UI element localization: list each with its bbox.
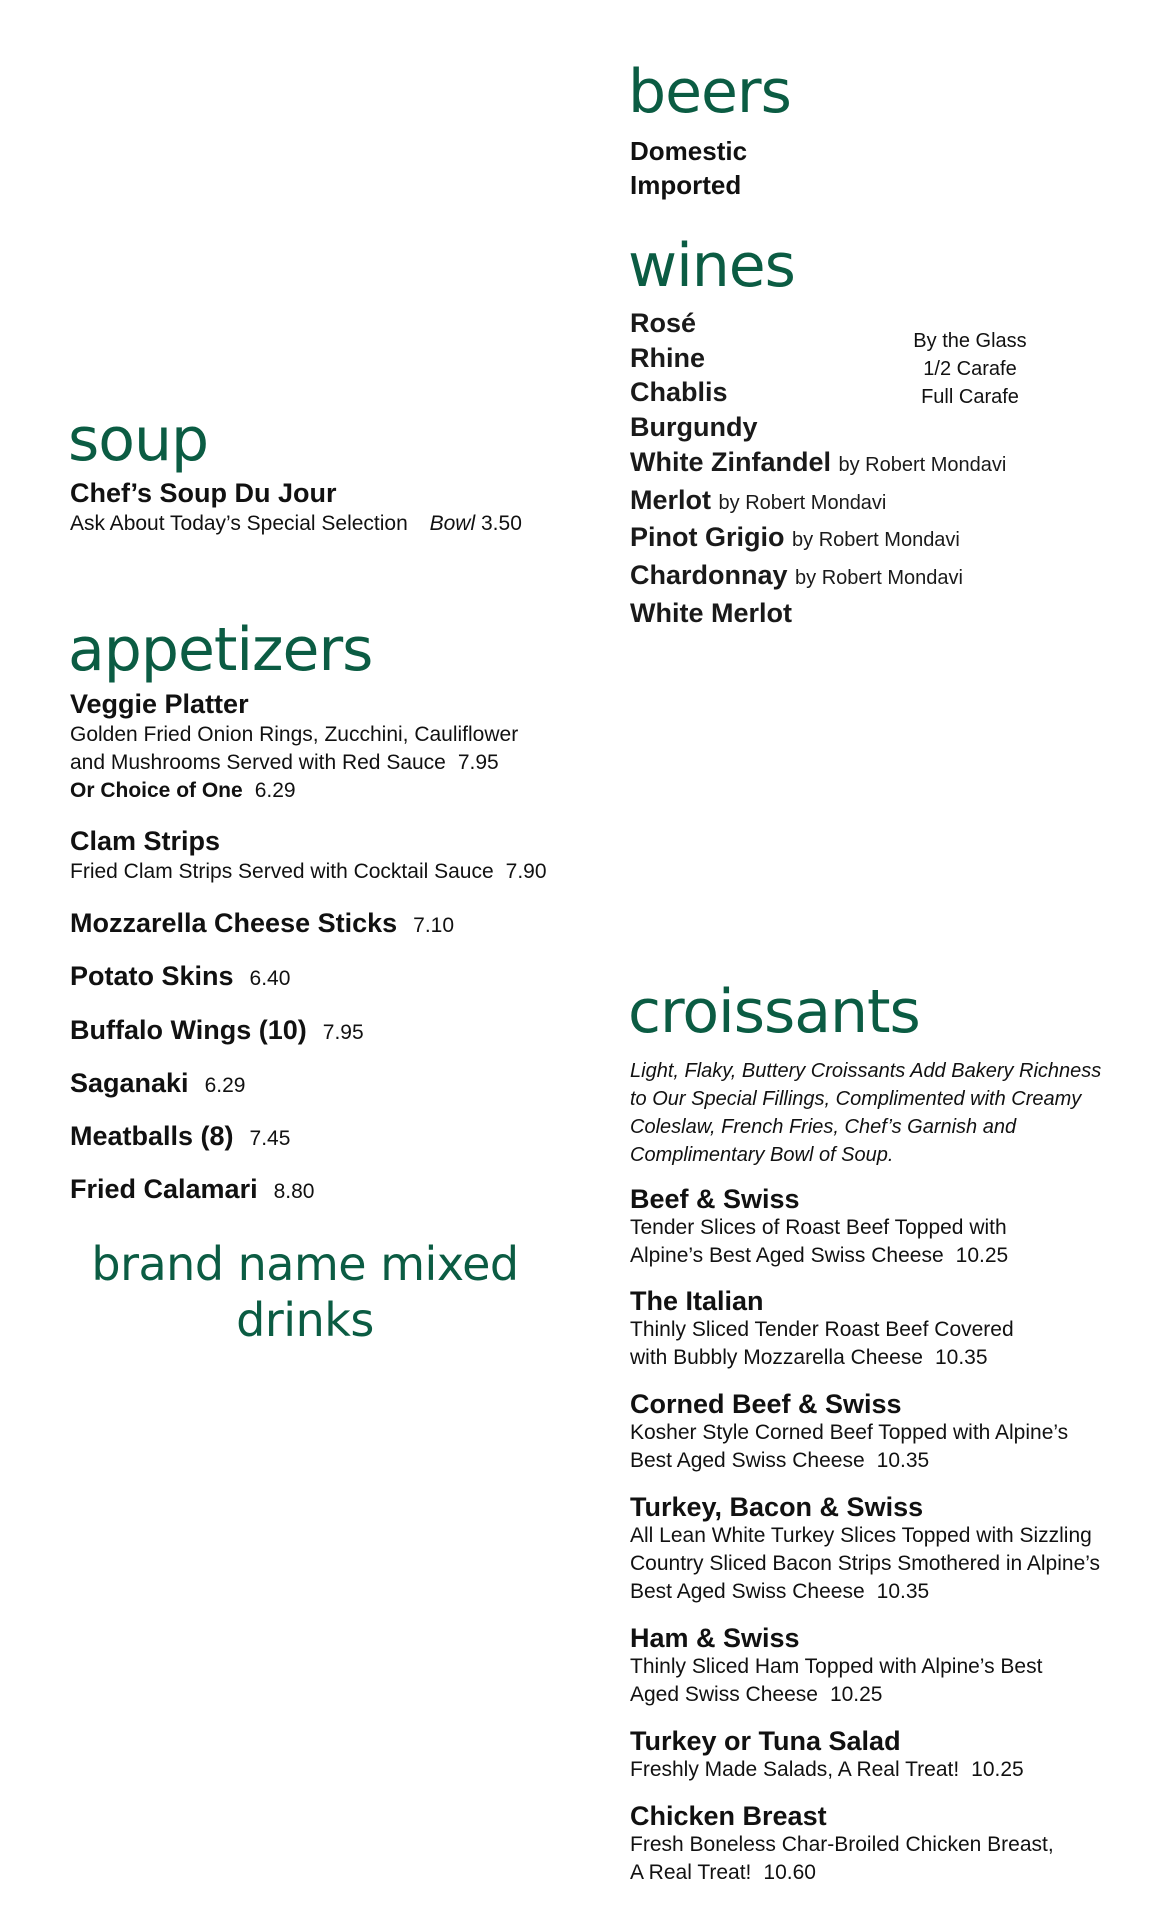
appetizer-price: 6.29 bbox=[204, 1073, 246, 1097]
appetizer-price: 7.45 bbox=[249, 1127, 291, 1151]
serving-option: 1/2 Carafe bbox=[923, 358, 1017, 380]
croissant-price: 10.60 bbox=[763, 1861, 816, 1884]
appetizer-price: 7.10 bbox=[413, 914, 455, 937]
croissant-item: Beef & Swiss Tender Slices of Roast Beef Topped with Alpine’s Best Aged Swiss Cheese 10.25 bbox=[630, 1184, 1009, 1267]
wine-producer: by Robert Mondavi bbox=[795, 566, 963, 589]
soup-description: Ask About Today’s Special Selection Bowl 3.50 bbox=[70, 512, 522, 535]
serving-option: By the Glass bbox=[913, 330, 1027, 352]
beers-heading: beers bbox=[628, 57, 791, 127]
croissant-price: 10.35 bbox=[876, 1580, 930, 1603]
soup-item bbox=[70, 476, 522, 538]
appetizer-name: Clam Strips bbox=[70, 826, 221, 856]
wine-serving-options bbox=[890, 327, 1050, 411]
appetizer-price: 6.29 bbox=[254, 779, 296, 802]
soup-heading: soup bbox=[68, 405, 209, 475]
serving-option: Full Carafe bbox=[921, 386, 1019, 408]
appetizer-price: 6.40 bbox=[249, 967, 291, 991]
croissant-item: Turkey, Bacon & Swiss All Lean White Turkey Slices Topped with Sizzling Country Sliced Bacon Strips Smothered in Alpine’s Best Aged Swiss Cheese 10.35 bbox=[630, 1492, 1101, 1603]
wine-producer: by Robert Mondavi bbox=[792, 529, 960, 552]
beers-list bbox=[630, 134, 747, 202]
croissant-item: Corned Beef & Swiss Kosher Style Corned Beef Topped with Alpine’s Best Aged Swiss Cheese 10.35 bbox=[630, 1389, 1069, 1472]
bowl-label: Bowl bbox=[429, 512, 476, 535]
wines-heading: wines bbox=[628, 231, 795, 301]
soup-name: Chef’s Soup Du Jour bbox=[70, 478, 337, 508]
appetizer-desc: Golden Fried Onion Rings, Zucchini, Cauliflower bbox=[70, 723, 519, 746]
appetizer-desc: and Mushrooms Served with Red Sauce 7.95 bbox=[70, 751, 499, 774]
wine-item: White Merlot bbox=[630, 597, 792, 628]
wine-item: Merlot by Robert Mondavi bbox=[630, 484, 887, 515]
appetizer-item: Buffalo Wings (10) 7.95 bbox=[70, 1014, 364, 1045]
croissant-price: 10.25 bbox=[955, 1244, 1009, 1267]
mixed-drinks-heading: brand name mixed drinks bbox=[91, 1237, 519, 1347]
appetizer-clam-strips bbox=[70, 824, 547, 886]
beer-item: Imported bbox=[630, 170, 742, 200]
wine-item: Pinot Grigio by Robert Mondavi bbox=[630, 522, 960, 553]
wine-producer: by Robert Mondavi bbox=[718, 491, 887, 514]
croissant-price: 10.25 bbox=[971, 1758, 1024, 1781]
appetizer-veggie-platter bbox=[70, 687, 518, 805]
wine-item: Chardonnay by Robert Mondavi bbox=[630, 559, 963, 590]
soup-price: 3.50 bbox=[481, 512, 522, 535]
wine-item: Rhine bbox=[630, 342, 706, 373]
croissant-item: Chicken Breast Fresh Boneless Char-Broiled Chicken Breast, A Real Treat! 10.60 bbox=[630, 1801, 1054, 1884]
appetizer-price: 7.95 bbox=[322, 1020, 364, 1044]
appetizers-heading: appetizers bbox=[68, 615, 373, 685]
croissants-intro: Light, Flaky, Buttery Croissants Add Bakery Richness to Our Special Fillings, Complimented with Creamy Coleslaw, French Fries, Chef’s Garnish and Complimentary Bowl of Soup. bbox=[630, 1060, 1102, 1166]
wine-item: Rosé bbox=[630, 308, 697, 338]
appetizer-item: Saganaki 6.29 bbox=[70, 1067, 246, 1098]
croissant-item: The Italian Thinly Sliced Tender Roast Beef Covered with Bubbly Mozzarella Cheese 10.35 bbox=[630, 1286, 1014, 1369]
wine-item: White Zinfandel by Robert Mondavi bbox=[630, 446, 1007, 477]
croissants-heading: croissants bbox=[628, 977, 920, 1047]
appetizer-price: 7.95 bbox=[457, 751, 499, 774]
croissant-price: 10.35 bbox=[876, 1449, 930, 1472]
appetizer-price: 7.90 bbox=[505, 860, 547, 883]
appetizer-choice: Or Choice of One 6.29 bbox=[70, 779, 296, 802]
appetizer-desc: Fried Clam Strips Served with Cocktail Sauce 7.90 bbox=[70, 860, 547, 883]
appetizer-item: Fried Calamari 8.80 bbox=[70, 1174, 315, 1205]
wine-item: Chablis bbox=[630, 377, 728, 408]
appetizer-name: Veggie Platter bbox=[70, 689, 249, 719]
croissant-price: 10.25 bbox=[829, 1683, 883, 1706]
appetizer-item: Potato Skins 6.40 bbox=[70, 961, 291, 992]
wine-producer: by Robert Mondavi bbox=[838, 453, 1007, 476]
appetizer-price: 8.80 bbox=[273, 1180, 315, 1204]
wine-item: Burgundy bbox=[630, 412, 758, 443]
croissant-price: 10.35 bbox=[934, 1346, 988, 1369]
croissant-item: Ham & Swiss Thinly Sliced Ham Topped with Alpine’s Best Aged Swiss Cheese 10.25 bbox=[630, 1623, 1043, 1706]
appetizer-item: Mozzarella Cheese Sticks 7.10 bbox=[70, 908, 455, 938]
croissant-item: Turkey or Tuna Salad Freshly Made Salads, A Real Treat! 10.25 bbox=[630, 1726, 1024, 1781]
appetizer-list bbox=[70, 906, 454, 1226]
beer-item: Domestic bbox=[630, 136, 748, 166]
appetizer-item: Meatballs (8) 7.45 bbox=[70, 1121, 291, 1152]
